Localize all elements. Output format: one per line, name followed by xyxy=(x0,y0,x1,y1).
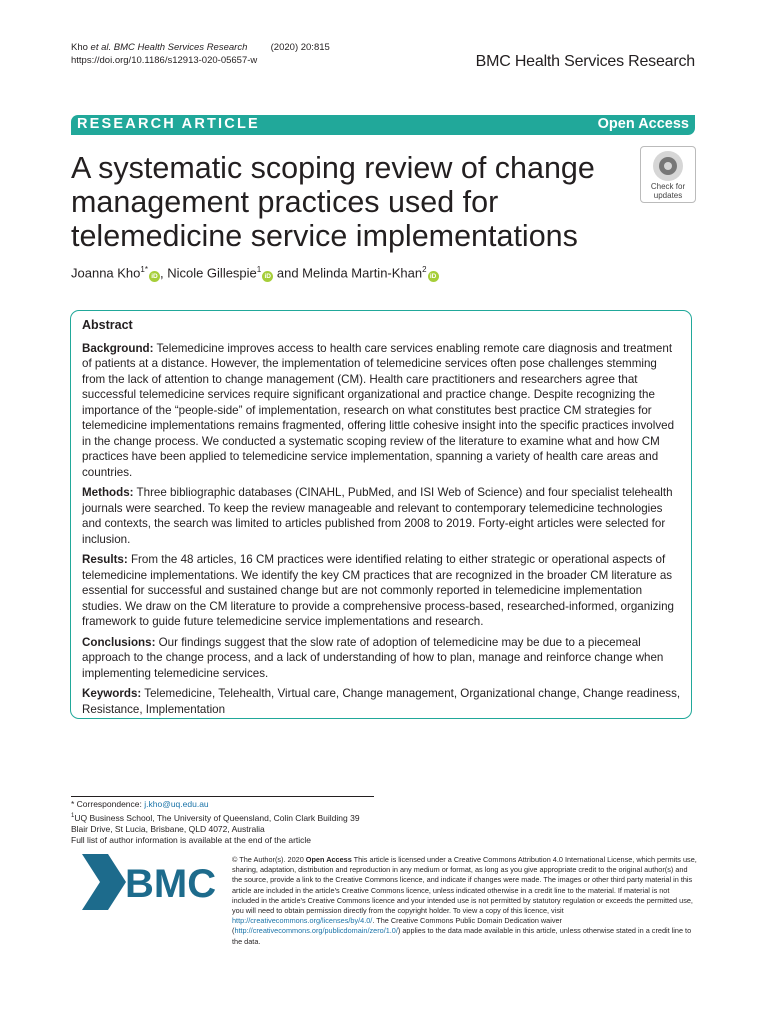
public-domain-link[interactable]: http://creativecommons.org/publicdomain/zero/1.0/ xyxy=(234,926,398,936)
journal-name: BMC Health Services Research xyxy=(475,53,695,70)
author-name: Joanna Kho xyxy=(71,265,141,281)
footnote-divider xyxy=(71,796,374,797)
citation-line: Kho et al. BMC Health Services Research (2020) 20:815 xyxy=(71,42,330,53)
orcid-icon[interactable]: iD xyxy=(149,271,160,282)
abstract-methods: Methods: Three bibliographic databases (CINAHL, PubMed, and ISI Web of Science) and four specialist telehealth journals were searched. To keep the review manageable and relevant to contemporary telemedicine technologies and contexts, the search was limited to articles published from 2008 to 2019. Forty-eight articles were selected for inclusion. xyxy=(82,486,673,546)
article-title: A systematic scoping review of change management practices used for telemedicine service implementations xyxy=(71,151,595,253)
footnotes: * Correspondence: j.kho@uq.edu.au $^1$UQ Business School, The University of Queensland, Colin Clark Building 39 Blair Drive, St Lucia, Brisbane, QLD 4072, Australia Full list of author information is available at the end of the article xyxy=(71,799,391,847)
orcid-icon[interactable]: iD xyxy=(428,271,439,282)
check-for-updates-button[interactable]: Check for updates xyxy=(640,146,696,203)
orcid-icon[interactable]: iD xyxy=(262,271,273,282)
article-type-label: RESEARCH ARTICLE xyxy=(77,116,260,132)
affiliation: $^1$UQ Business School, The University of Queensland, Colin Clark Building 39 xyxy=(71,812,360,823)
abstract-heading: Abstract xyxy=(82,318,133,332)
abstract-conclusions: Conclusions: Our findings suggest that the slow rate of adoption of telemedicine may be due to a piecemeal approach to the change process, and a lack of understanding of how to plan, manage and reinforce change when implementing telemedicine services. xyxy=(82,635,664,680)
author-name: and Melinda Martin-Khan xyxy=(273,265,423,281)
doi-link[interactable]: https://doi.org/10.1186/s12913-020-05657-w xyxy=(71,55,258,66)
abstract-background: Background: Telemedicine improves access to health care services enabling remote care diagnosis and treatment of patients at a distance. However, the implementation of telemedicine services often pose challenges stemming from the lack of attention to change management (CM). Health care practitioners and researchers agree that successful telemedicine services require significant organizational and practice change. Despite recognizing the importance of the “people-side” of implementation, research on what constitutes best practice CM strategies for telemedicine implementations remains fragmented, offering little cohesive insight into the specific practices involved in the change process. We conducted a systematic scoping review of the literature to examine what and how CM practices have been applied to telemedicine service implementation, spanning a variety of health care areas and countries. xyxy=(82,341,675,479)
license-link[interactable]: http://creativecommons.org/licenses/by/4.0/ xyxy=(232,916,373,926)
bmc-logo xyxy=(82,852,218,912)
author-info-note: Full list of author information is available at the end of the article xyxy=(71,835,312,846)
check-updates-icon xyxy=(653,151,683,181)
open-access-label: Open Access xyxy=(597,116,689,132)
correspondence-email-link[interactable]: j.kho@uq.edu.au xyxy=(144,799,209,809)
abstract-keywords: Keywords: Telemedicine, Telehealth, Virtual care, Change management, Organizational change, Change readiness, Resistance, Implementation xyxy=(82,687,681,716)
bmc-logo-chevron xyxy=(82,854,126,910)
abstract-results: Results: From the 48 articles, 16 CM practices were identified relating to either strategic or operational aspects of telemedicine implementations. We identify the key CM practices that are recognized in the broader CM literature as essential for successful and sustained change but are not commonly reported in telemedicine implementation studies. We draw on the CM literature to provide a comprehensive process-based, researched-informed, organizing framework to guide future telemedicine service implementations and research. xyxy=(82,553,675,628)
correspondence: * Correspondence: j.kho@uq.edu.au xyxy=(71,799,209,809)
bmc-logo-text: BMC xyxy=(125,862,217,906)
citation-header xyxy=(71,41,330,67)
author-list: Joanna Kho$^{1*}$iD , Nicole Gillespie$^1$iD and Melinda Martin-Khan$^2$iD xyxy=(71,265,439,282)
license-statement: © The Author(s). 2020 Open Access This article is licensed under a Creative Commons Attribution 4.0 International License, which permits use, sharing, adaptation, distribution and reproduction in any medium or format, as long as you give appropriate credit to the original author(s) and the source, provide a link to the Creative Commons licence, and indicate if changes were made. The images or other third party material in this article are included in the article's Creative Commons licence, unless indicated otherwise in a credit line to the material. If material is not included in the article's Creative Commons licence and your intended use is not permitted by statutory regulation or exceeds the permitted use, you will need to obtain permission directly from the copyright holder. To view a copy of this licence, visit http://creativecommons.org/licenses/by/4.0/. The Creative Commons Public Domain Dedication waiver (http://creativecommons.org/publicdomain/zero/1.0/) applies to the data made available in this article, unless otherwise stated in a credit line to the data. xyxy=(232,855,697,946)
abstract-content xyxy=(82,318,682,722)
article-type-banner xyxy=(71,115,695,135)
author-name: , Nicole Gillespie xyxy=(159,265,257,281)
